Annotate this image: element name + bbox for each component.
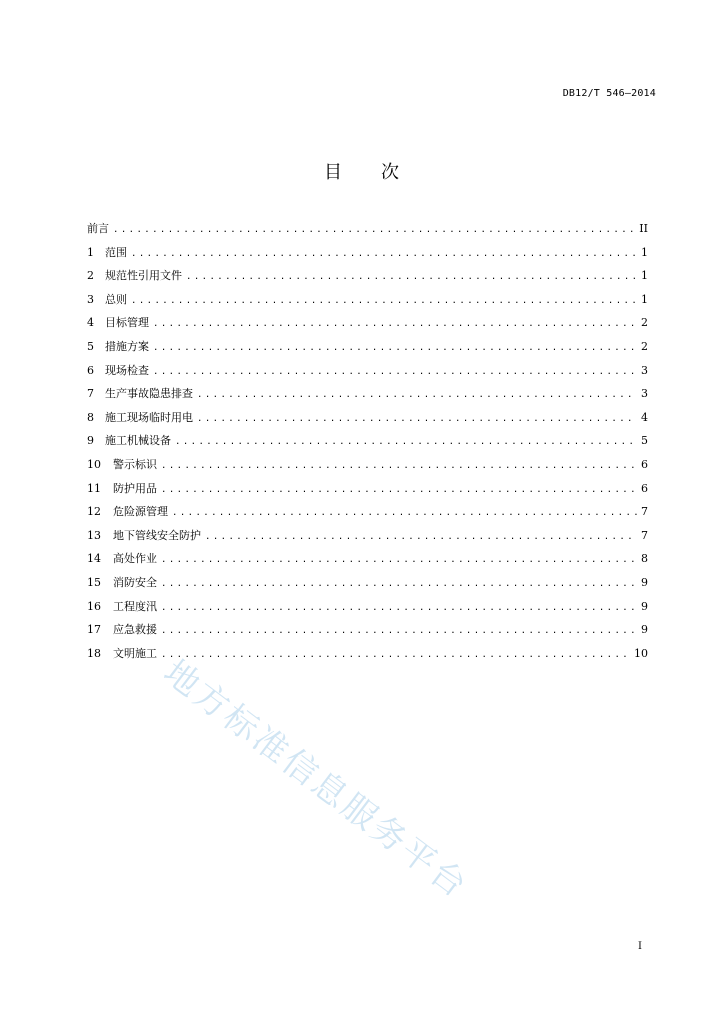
toc-entry[interactable] bbox=[87, 429, 648, 453]
toc-page-number: 1 bbox=[641, 269, 648, 283]
toc-page-number: 7 bbox=[641, 505, 648, 519]
toc-entry-title: 现场检查 bbox=[105, 363, 149, 377]
toc-page-number: 3 bbox=[641, 363, 648, 377]
toc-dot-leader bbox=[161, 620, 637, 644]
toc-entry-title: 高处作业 bbox=[113, 552, 157, 566]
toc-entry-number: 13 bbox=[87, 528, 101, 542]
toc-dot-leader bbox=[153, 313, 637, 337]
toc-entry[interactable] bbox=[87, 241, 648, 265]
toc-dot-leader bbox=[161, 644, 630, 668]
toc-entry-number: 8 bbox=[87, 410, 94, 424]
toc-entry-title: 危险源管理 bbox=[113, 505, 168, 519]
toc-entry-title: 范围 bbox=[105, 245, 127, 259]
toc-entry-number: 6 bbox=[87, 363, 94, 377]
toc-page-number: 9 bbox=[641, 575, 648, 589]
toc-dot-leader bbox=[161, 573, 637, 597]
toc-page-number: 10 bbox=[634, 646, 648, 660]
toc-page-number: 3 bbox=[641, 387, 648, 401]
toc-entry-title: 应急救援 bbox=[113, 623, 157, 637]
toc-entry-title: 前言 bbox=[87, 222, 109, 235]
toc-entry-number: 12 bbox=[87, 505, 101, 519]
toc-entry-title: 文明施工 bbox=[113, 646, 157, 660]
toc-entry-number: 14 bbox=[87, 552, 101, 566]
toc-page-number: 6 bbox=[641, 457, 648, 471]
toc-entry-number: 16 bbox=[87, 599, 101, 613]
toc-dot-leader bbox=[161, 597, 637, 621]
toc-dot-leader bbox=[161, 455, 637, 479]
toc-page-number: 7 bbox=[641, 528, 648, 542]
toc-dot-leader bbox=[186, 266, 637, 290]
toc-page-number: 5 bbox=[641, 434, 648, 448]
toc-dot-leader bbox=[131, 243, 637, 267]
toc-page-number: 8 bbox=[641, 552, 648, 566]
toc-entry-title: 施工现场临时用电 bbox=[105, 410, 193, 424]
toc-entry[interactable] bbox=[87, 500, 648, 524]
toc-entry-title: 生产事故隐患排查 bbox=[105, 387, 193, 401]
toc-dot-leader bbox=[113, 219, 635, 243]
toc-entry[interactable] bbox=[87, 642, 648, 666]
toc-page-number: 1 bbox=[641, 292, 648, 306]
toc-entry-number: 18 bbox=[87, 646, 101, 660]
toc-page-number: II bbox=[639, 222, 648, 235]
toc-entry-number: 11 bbox=[87, 481, 101, 495]
table-of-contents bbox=[87, 217, 648, 665]
toc-entry-number: 4 bbox=[87, 316, 94, 330]
toc-dot-leader bbox=[131, 290, 637, 314]
toc-entry[interactable] bbox=[87, 571, 648, 595]
toc-entry[interactable] bbox=[87, 453, 648, 477]
toc-dot-leader bbox=[197, 408, 637, 432]
toc-entry[interactable] bbox=[87, 264, 648, 288]
toc-entry-number: 15 bbox=[87, 575, 101, 589]
toc-dot-leader bbox=[197, 384, 637, 408]
watermark: 地方标准信息服务平台 bbox=[156, 652, 476, 908]
standard-code: DB12/T 546—2014 bbox=[562, 88, 656, 99]
toc-entry-title: 消防安全 bbox=[113, 575, 157, 589]
toc-entry-number: 7 bbox=[87, 387, 94, 401]
toc-dot-leader bbox=[205, 526, 637, 550]
toc-entry-title: 警示标识 bbox=[113, 457, 157, 471]
toc-dot-leader bbox=[153, 361, 637, 385]
toc-entry[interactable] bbox=[87, 311, 648, 335]
toc-entry-title: 规范性引用文件 bbox=[105, 269, 182, 283]
toc-entry[interactable] bbox=[87, 288, 648, 312]
toc-entry[interactable] bbox=[87, 595, 648, 619]
toc-entry[interactable] bbox=[87, 359, 648, 383]
toc-page-number: 4 bbox=[641, 410, 648, 424]
toc-entry-number: 3 bbox=[87, 292, 94, 306]
toc-entry-number: 2 bbox=[87, 269, 94, 283]
toc-entry[interactable] bbox=[87, 382, 648, 406]
toc-entry-title: 工程度汛 bbox=[113, 599, 157, 613]
toc-entry-number: 1 bbox=[87, 245, 94, 259]
toc-entry-foreword[interactable] bbox=[87, 217, 648, 241]
toc-entry-number: 10 bbox=[87, 457, 101, 471]
toc-page-number: 2 bbox=[641, 339, 648, 353]
toc-page-number: 9 bbox=[641, 599, 648, 613]
toc-entry-title: 施工机械设备 bbox=[105, 434, 171, 448]
toc-entry-number: 17 bbox=[87, 623, 101, 637]
toc-page-number: 6 bbox=[641, 481, 648, 495]
toc-entry-title: 防护用品 bbox=[113, 481, 157, 495]
toc-dot-leader bbox=[172, 502, 637, 526]
toc-dot-leader bbox=[175, 431, 637, 455]
toc-entry-title: 措施方案 bbox=[105, 339, 149, 353]
toc-dot-leader bbox=[161, 549, 637, 573]
toc-entry-number: 9 bbox=[87, 434, 94, 448]
toc-page-number: 2 bbox=[641, 316, 648, 330]
toc-entry-title: 目标管理 bbox=[105, 316, 149, 330]
toc-entry[interactable] bbox=[87, 524, 648, 548]
toc-page-number: 1 bbox=[641, 245, 648, 259]
toc-entry-number: 5 bbox=[87, 339, 94, 353]
toc-entry-title: 总则 bbox=[105, 292, 127, 306]
toc-entry[interactable] bbox=[87, 547, 648, 571]
toc-page-number: 9 bbox=[641, 623, 648, 637]
toc-entry-title: 地下管线安全防护 bbox=[113, 528, 201, 542]
toc-entry[interactable] bbox=[87, 335, 648, 359]
toc-entry[interactable] bbox=[87, 618, 648, 642]
page-title: 目 次 bbox=[324, 162, 400, 183]
toc-entry[interactable] bbox=[87, 406, 648, 430]
toc-dot-leader bbox=[153, 337, 637, 361]
toc-dot-leader bbox=[161, 479, 637, 503]
page-number: I bbox=[638, 941, 642, 952]
toc-entry[interactable] bbox=[87, 477, 648, 501]
